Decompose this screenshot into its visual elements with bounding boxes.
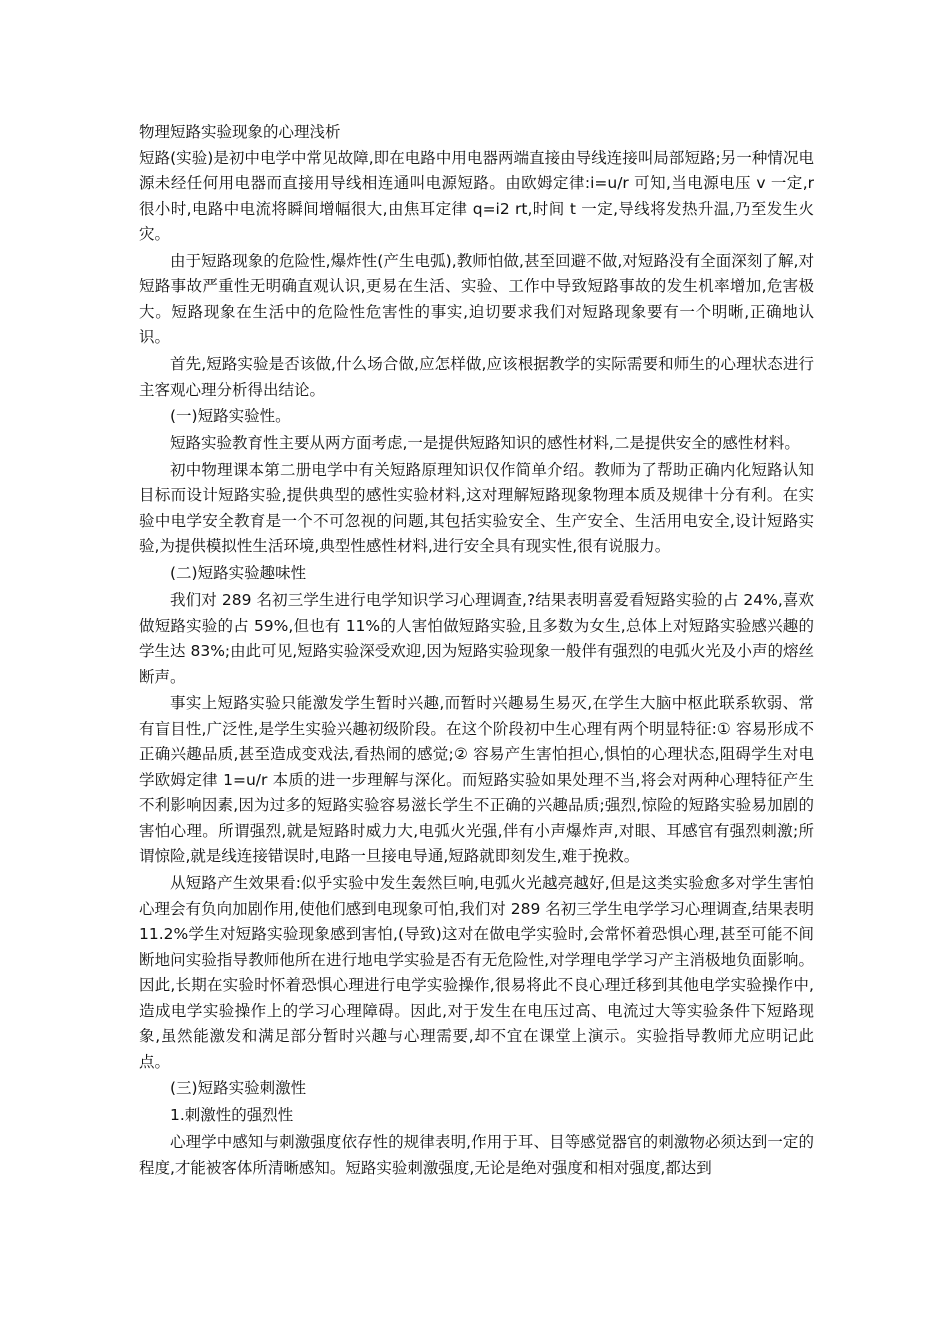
section-heading-2: (二)短路实验趣味性 — [170, 564, 307, 583]
paragraph-6: 我们对 289 名初三学生进行电学知识学习心理调查,?结果表明喜爱看短路实验的占 24%,喜欢做短路实验的占 59%,但也有 11%的人害怕做短路实验,且多数为女生,总体上对短路实验感兴趣的学生达 83%;由此可见,短路实验深受欢迎,因为短路实验现象一般伴有强烈的电弧火光及小声的熔丝断声。 — [139, 591, 814, 686]
document-page — [139, 120, 814, 1182]
paragraph-4: 短路实验教育性主要从两方面考虑,一是提供短路知识的感性材料,二是提供安全的感性材料。 — [170, 434, 800, 453]
section-heading-1: (一)短路实验性。 — [170, 407, 291, 426]
paragraph-7: 事实上短路实验只能激发学生暂时兴趣,而暂时兴趣易生易灭,在学生大脑中枢此联系软弱、常有盲目性,广泛性,是学生实验兴趣初级阶段。在这个阶段初中生心理有两个明显特征:① 容易形成不正确兴趣品质,甚至造成变戏法,看热闹的感觉;② 容易产生害怕担心,惧怕的心理状态,阻碍学生对电学欧姆定律 1=u/r 本质的进一步理解与深化。而短路实验如果处理不当,将会对两种心理特征产生不利影响因素,因为过多的短路实验容易滋长学生不正确的兴趣品质;强烈,惊险的短路实验易加剧的害怕心理。所谓强烈,就是短路时威力大,电弧火光强,伴有小声爆炸声,对眼、耳感官有强烈刺激;所谓惊险,就是线连接错误时,电路一旦接电导通,短路就即刻发生,难于挽救。 — [139, 694, 814, 866]
paragraph-5: 初中物理课本第二册电学中有关短路原理知识仅作简单介绍。教师为了帮助正确内化短路认知目标而设计短路实验,提供典型的感性实验材料,这对理解短路现象物理本质及规律十分有利。在实验中电学安全教育是一个不可忽视的问题,其包括实验安全、生产安全、生活用电安全,设计短路实验,为提供模拟性生活环境,典型性感性材料,进行安全具有现实性,很有说服力。 — [139, 460, 814, 556]
paragraph-3: 首先,短路实验是否该做,什么场合做,应怎样做,应该根据教学的实际需要和师生的心理状态进行主客观心理分析得出结论。 — [139, 355, 814, 399]
section-heading-3: (三)短路实验刺激性 — [170, 1079, 307, 1098]
document-title: 物理短路实验现象的心理浅析 — [139, 123, 341, 141]
paragraph-8: 从短路产生效果看:似乎实验中发生轰然巨响,电弧火光越亮越好,但是这类实验愈多对学生害怕心理会有负向加剧作用,使他们感到电现象可怕,我们对 289 名初三学生电学学习心理调查,结果表明 11.2%学生对短路实验现象感到害怕,(导致)这对在做电学实验时,会常怀着恐惧心理,甚至可能不间断地问实验指导教师他所在进行地电学实验是否有无危险性,对学理电学学习产主消极地负面影响。因此,长期在实验时怀着恐惧心理进行电学实验操作,很易将此不良心理迁移到其他电学实验操作中,造成电学实验操作上的学习心理障碍。因此,对于发生在电压过高、电流过大等实验条件下短路现象,虽然能激发和满足部分暂时兴趣与心理需要,却不宜在课堂上演示。实验指导教师尤应明记此点。 — [139, 874, 814, 1071]
subsection-heading-1: 1.刺激性的强烈性 — [170, 1106, 294, 1125]
paragraph-2: 由于短路现象的危险性,爆炸性(产生电弧),教师怕做,甚至回避不做,对短路没有全面深刻了解,对短路事故严重性无明确直观认识,更易在生活、实验、工作中导致短路事故的发生机率增加,危害极大。短路现象在生活中的危险性危害性的事实,迫切要求我们对短路现象要有一个明晰,正确地认识。 — [139, 251, 814, 347]
paragraph-1: 短路(实验)是初中电学中常见故障,即在电路中用电器两端直接由导线连接叫局部短路;另一种情况电源未经任何用电器而直接用导线相连通叫电源短路。由欧姆定律:i=u/r 可知,当电源电压 v 一定,r 很小时,电路中电流将瞬间增幅很大,由焦耳定律 q=i2 rt,时间 t 一定,导线将发热升温,乃至发生火灾。 — [139, 148, 814, 243]
paragraph-9: 心理学中感知与刺激强度依存性的规律表明,作用于耳、目等感觉器官的刺激物必须达到一定的程度,才能被客体所清晰感知。短路实验刺激强度,无论是绝对强度和相对强度,都达到 — [139, 1133, 814, 1177]
